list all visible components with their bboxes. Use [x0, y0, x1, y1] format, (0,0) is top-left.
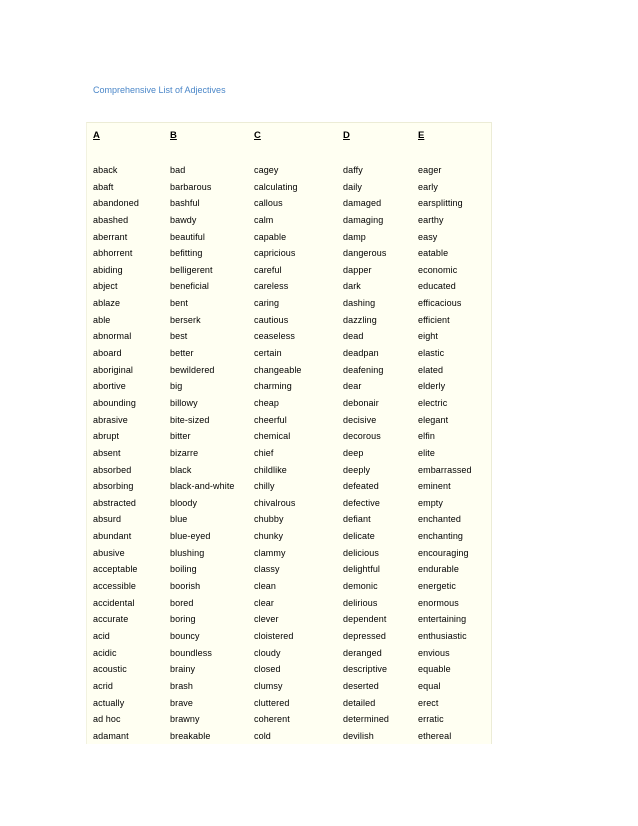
table-cell: early	[418, 181, 439, 192]
table-cell: elfin	[418, 431, 436, 442]
table-cell: devilish	[343, 730, 374, 741]
table-cell: capricious	[254, 248, 296, 259]
table-cell: delicate	[343, 531, 375, 542]
table-cell: delirious	[343, 597, 378, 608]
table-cell: abortive	[93, 381, 126, 392]
table-cell: abnormal	[93, 331, 132, 342]
table-cell: envious	[418, 647, 450, 658]
table-cell: eatable	[418, 248, 449, 259]
table-cell: demonic	[343, 581, 378, 592]
table-cell: brash	[170, 680, 194, 691]
table-cell: deeply	[343, 464, 371, 475]
table-cell: erratic	[418, 714, 444, 725]
column-header-c: C	[254, 130, 261, 141]
table-cell: dashing	[343, 298, 376, 309]
table-cell: enthusiastic	[418, 630, 467, 641]
table-cell: best	[170, 331, 188, 342]
table-cell: blue-eyed	[170, 531, 211, 542]
table-cell: better	[170, 348, 194, 359]
table-cell: clever	[254, 614, 279, 625]
table-cell: black	[170, 464, 192, 475]
table-cell: ablaze	[93, 298, 121, 309]
table-cell: dead	[343, 331, 364, 342]
table-cell: delightful	[343, 564, 381, 575]
table-cell: boring	[170, 614, 196, 625]
table-cell: educated	[418, 281, 456, 292]
table-cell: defective	[343, 497, 380, 508]
table-cell: belligerent	[170, 264, 213, 275]
column-header-e: E	[418, 130, 425, 141]
table-cell: befitting	[170, 248, 203, 259]
table-cell: capable	[254, 231, 287, 242]
table-cell: brave	[170, 697, 194, 708]
table-cell: dangerous	[343, 248, 387, 259]
table-cell: daffy	[343, 165, 363, 175]
table-cell: entertaining	[418, 614, 467, 625]
table-cell: cluttered	[254, 697, 290, 708]
table-cell: chivalrous	[254, 497, 296, 508]
table-cell: chief	[254, 447, 274, 458]
table-cell: bite-sized	[170, 414, 210, 425]
table-cell: defiant	[343, 514, 371, 525]
table-cell: eminent	[418, 481, 451, 492]
table-cell: clammy	[254, 547, 286, 558]
table-cell: bashful	[170, 198, 200, 209]
table-cell: bouncy	[170, 630, 200, 641]
table-cell: electric	[418, 397, 448, 408]
table-cell: boundless	[170, 647, 212, 658]
table-cell: berserk	[170, 314, 201, 325]
table-cell: bizarre	[170, 447, 199, 458]
table-cell: acrid	[93, 680, 114, 691]
table-cell: energetic	[418, 581, 456, 592]
table-cell: callous	[254, 198, 283, 209]
table-cell: abrupt	[93, 431, 120, 442]
table-cell: elderly	[418, 381, 446, 392]
table-cell: debonair	[343, 397, 379, 408]
table-cell: deafening	[343, 364, 384, 375]
table-cell: ethereal	[418, 730, 452, 741]
table-cell: absorbing	[93, 481, 134, 492]
column-header-a: A	[93, 130, 100, 141]
table-cell: absurd	[93, 514, 122, 525]
table-cell: cheerful	[254, 414, 287, 425]
table-cell: abrasive	[93, 414, 128, 425]
table-cell: clean	[254, 581, 277, 592]
table-cell: detailed	[343, 697, 376, 708]
table-cell: defeated	[343, 481, 379, 492]
table-cell: elite	[418, 447, 436, 458]
table-cell: abiding	[93, 264, 123, 275]
column-b	[170, 164, 235, 746]
table-cell: earsplitting	[418, 198, 463, 209]
table-cell: accurate	[93, 614, 129, 625]
table-cell: chubby	[254, 514, 284, 525]
column-header-d: D	[343, 130, 350, 141]
table-cell: bloody	[170, 497, 198, 508]
table-cell: dazzling	[343, 314, 377, 325]
table-cell: abashed	[93, 214, 129, 225]
table-cell: efficacious	[418, 298, 462, 309]
column-c	[254, 164, 302, 746]
table-cell: absent	[93, 447, 121, 458]
table-cell: actually	[93, 697, 125, 708]
table-cell: deranged	[343, 647, 382, 658]
table-cell: equable	[418, 664, 451, 675]
table-cell: determined	[343, 714, 390, 725]
table-cell: big	[170, 381, 183, 392]
table-cell: acceptable	[93, 564, 138, 575]
table-cell: bewildered	[170, 364, 215, 375]
table-cell: daily	[343, 181, 363, 192]
table-cell: billowy	[170, 397, 198, 408]
table-cell: ad hoc	[93, 714, 121, 725]
table-cell: aboard	[93, 348, 122, 359]
table-cell: aback	[93, 165, 118, 175]
table-cell: bad	[170, 165, 186, 175]
table-cell: abounding	[93, 397, 136, 408]
table-cell: boorish	[170, 581, 201, 592]
table-cell: elastic	[418, 348, 445, 359]
table-cell: enchanted	[418, 514, 461, 525]
table-cell: delicious	[343, 547, 379, 558]
table-cell: earthy	[418, 214, 444, 225]
table-cell: closed	[254, 664, 281, 675]
table-cell: dependent	[343, 614, 387, 625]
table-cell: barbarous	[170, 181, 212, 192]
table-cell: erect	[418, 697, 439, 708]
table-cell: efficient	[418, 314, 450, 325]
table-cell: dapper	[343, 264, 372, 275]
column-a	[93, 164, 139, 746]
document-title: Comprehensive List of Adjectives	[93, 85, 226, 95]
table-cell: acid	[93, 630, 110, 641]
table-cell: cloudy	[254, 647, 281, 658]
table-cell: accessible	[93, 581, 137, 592]
table-cell: breakable	[170, 730, 211, 741]
table-cell: childlike	[254, 464, 287, 475]
table-cell: endurable	[418, 564, 459, 575]
table-cell: bitter	[170, 431, 191, 442]
table-cell: clear	[254, 597, 275, 608]
table-cell: bored	[170, 597, 194, 608]
table-cell: embarrassed	[418, 464, 472, 475]
table-cell: abusive	[93, 547, 125, 558]
table-cell: accidental	[93, 597, 135, 608]
table-cell: empty	[418, 497, 444, 508]
table-cell: abhorrent	[93, 248, 133, 259]
table-cell: deadpan	[343, 348, 379, 359]
table-cell: cloistered	[254, 630, 294, 641]
table-cell: depressed	[343, 630, 386, 641]
column-header-b: B	[170, 130, 177, 141]
column-d	[343, 164, 389, 746]
table-cell: calculating	[254, 181, 298, 192]
table-cell: elegant	[418, 414, 449, 425]
table-cell: careless	[254, 281, 289, 292]
table-cell: careful	[254, 264, 282, 275]
table-cell: damaged	[343, 198, 382, 209]
table-cell: eight	[418, 331, 439, 342]
table-cell: aboriginal	[93, 364, 134, 375]
table-cell: blushing	[170, 547, 205, 558]
table-cell: adamant	[93, 730, 129, 741]
table-cell: decorous	[343, 431, 381, 442]
table-cell: beautiful	[170, 231, 205, 242]
table-cell: abject	[93, 281, 118, 292]
table-cell: equal	[418, 680, 441, 691]
table-cell: boiling	[170, 564, 197, 575]
table-cell: ceaseless	[254, 331, 295, 342]
table-cell: chunky	[254, 531, 284, 542]
table-cell: beneficial	[170, 281, 210, 292]
table-cell: cheap	[254, 397, 280, 408]
table-cell: cagey	[254, 165, 279, 175]
table-cell: aberrant	[93, 231, 128, 242]
table-cell: calm	[254, 214, 274, 225]
table-cell: charming	[254, 381, 292, 392]
table-cell: bawdy	[170, 214, 197, 225]
table-cell: encouraging	[418, 547, 469, 558]
table-cell: chilly	[254, 481, 275, 492]
table-cell: certain	[254, 348, 282, 359]
table-cell: black-and-white	[170, 481, 235, 492]
table-cell: blue	[170, 514, 188, 525]
table-cell: abstracted	[93, 497, 137, 508]
table-cell: acidic	[93, 647, 117, 658]
table-cell: enormous	[418, 597, 459, 608]
table-cell: damp	[343, 231, 366, 242]
table-cell: chemical	[254, 431, 291, 442]
table-cell: dark	[343, 281, 361, 292]
table-cell: deserted	[343, 680, 379, 691]
table-cell: clumsy	[254, 680, 283, 691]
table-cell: enchanting	[418, 531, 464, 542]
table-cell: elated	[418, 364, 444, 375]
table-cell: eager	[418, 165, 442, 175]
table-cell: bent	[170, 298, 188, 309]
table-cell: deep	[343, 447, 364, 458]
table-cell: brawny	[170, 714, 200, 725]
table-cell: able	[93, 314, 111, 325]
table-cell: coherent	[254, 714, 290, 725]
table-cell: cold	[254, 730, 271, 741]
table-cell: acoustic	[93, 664, 127, 675]
table-cell: changeable	[254, 364, 302, 375]
table-cell: descriptive	[343, 664, 388, 675]
table-cell: easy	[418, 231, 438, 242]
table-cell: decisive	[343, 414, 377, 425]
table-cell: brainy	[170, 664, 196, 675]
table-cell: abundant	[93, 531, 132, 542]
table-cell: damaging	[343, 214, 384, 225]
column-e	[418, 164, 472, 746]
table-cell: caring	[254, 298, 280, 309]
table-cell: economic	[418, 264, 458, 275]
table-cell: absorbed	[93, 464, 132, 475]
table-cell: cautious	[254, 314, 289, 325]
table-cell: abandoned	[93, 198, 139, 209]
table-cell: classy	[254, 564, 280, 575]
table-cell: dear	[343, 381, 362, 392]
table-cell: abaft	[93, 181, 114, 192]
